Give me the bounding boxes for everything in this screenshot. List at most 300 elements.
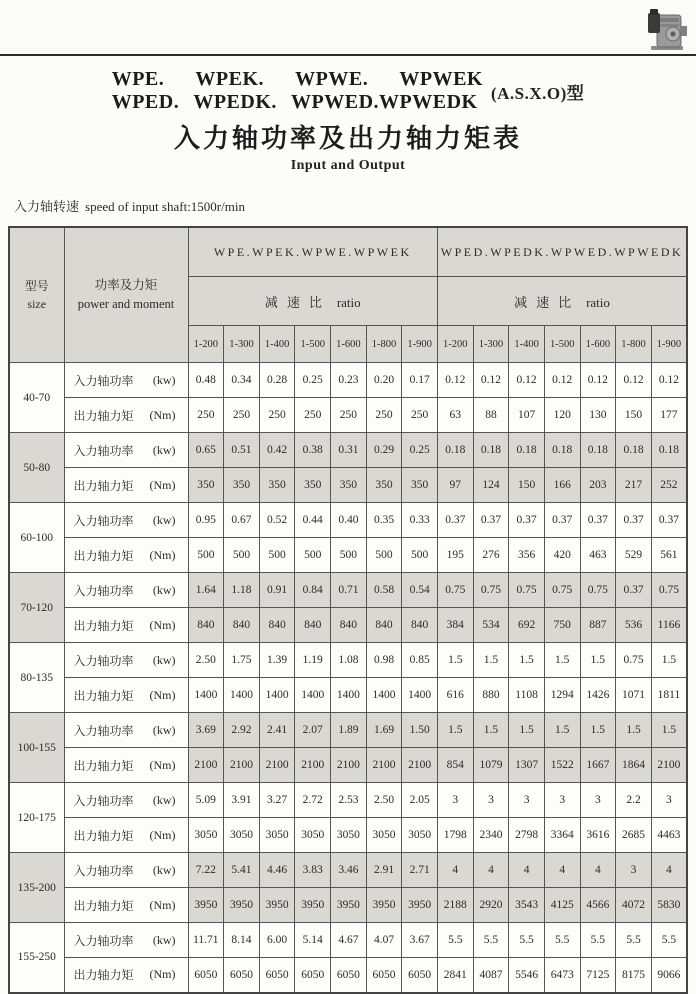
- power-value-cell: 3.46: [331, 853, 367, 888]
- power-value-cell: 4.46: [259, 853, 295, 888]
- ratio-column-header: 1-600: [580, 326, 616, 363]
- ratio-column-header: 1-900: [651, 326, 687, 363]
- power-value-cell: 0.12: [651, 363, 687, 398]
- size-cell: 155-250: [9, 923, 64, 993]
- column-header-pm-cn: 功率及力矩: [94, 278, 158, 293]
- power-value-cell: 0.44: [295, 503, 331, 538]
- table-row-power: [9, 363, 687, 398]
- torque-value-cell: 3050: [295, 818, 331, 853]
- torque-label-cell-inner: [65, 687, 188, 704]
- power-value-cell: 0.37: [509, 503, 545, 538]
- torque-value-cell: 130: [580, 398, 616, 433]
- power-value-cell: 0.75: [580, 573, 616, 608]
- power-value-cell: 2.05: [402, 783, 438, 818]
- power-label-cell: [64, 643, 188, 678]
- row-unit-text: (kw): [152, 442, 176, 457]
- power-value-cell: 0.75: [509, 573, 545, 608]
- ratio-column-header: 1-500: [295, 326, 331, 363]
- row-label-text: 入力轴功率: [73, 513, 134, 528]
- torque-value-cell: 4463: [651, 818, 687, 853]
- table-row-torque: [9, 468, 687, 503]
- row-label-text: 入力轴功率: [73, 653, 134, 668]
- table-row-power: [9, 503, 687, 538]
- power-value-cell: 4.67: [331, 923, 367, 958]
- torque-label-cell: [64, 748, 188, 783]
- torque-value-cell: 500: [402, 538, 438, 573]
- power-value-cell: 2.71: [402, 853, 438, 888]
- torque-value-cell: 250: [402, 398, 438, 433]
- table-row-torque: [9, 538, 687, 573]
- power-value-cell: 1.5: [651, 643, 687, 678]
- power-value-cell: 0.12: [437, 363, 473, 398]
- power-value-cell: 0.25: [402, 433, 438, 468]
- torque-value-cell: 561: [651, 538, 687, 573]
- row-label-text: 入力轴功率: [73, 373, 134, 388]
- power-value-cell: 0.58: [366, 573, 402, 608]
- power-value-cell: 3: [509, 783, 545, 818]
- torque-value-cell: 500: [295, 538, 331, 573]
- power-value-cell: 0.33: [402, 503, 438, 538]
- power-value-cell: 0.37: [616, 573, 652, 608]
- torque-value-cell: 1864: [616, 748, 652, 783]
- power-value-cell: 0.20: [366, 363, 402, 398]
- power-value-cell: 0.18: [473, 433, 509, 468]
- ratio-column-header: 1-300: [473, 326, 509, 363]
- torque-value-cell: 63: [437, 398, 473, 433]
- torque-value-cell: 4087: [473, 958, 509, 993]
- table-row-power: [9, 433, 687, 468]
- ratio-column-header: 1-200: [188, 326, 224, 363]
- power-value-cell: 1.5: [437, 643, 473, 678]
- power-value-cell: 0.31: [331, 433, 367, 468]
- torque-value-cell: 350: [259, 468, 295, 503]
- power-value-cell: 1.5: [580, 713, 616, 748]
- row-label-text: 入力轴功率: [73, 723, 134, 738]
- torque-value-cell: 1079: [473, 748, 509, 783]
- power-label-cell-inner: [65, 582, 188, 599]
- power-value-cell: 0.12: [580, 363, 616, 398]
- torque-label-cell: [64, 958, 188, 993]
- size-cell: 100-155: [9, 713, 64, 783]
- torque-value-cell: 840: [366, 608, 402, 643]
- ratio-column-header: 1-300: [224, 326, 260, 363]
- torque-value-cell: 1811: [651, 678, 687, 713]
- torque-value-cell: 6050: [188, 958, 224, 993]
- power-value-cell: 3: [651, 783, 687, 818]
- power-value-cell: 4.07: [366, 923, 402, 958]
- power-value-cell: 0.37: [580, 503, 616, 538]
- group-header-double: WPED.WPEDK.WPWED.WPWEDK: [437, 227, 687, 277]
- model-line-2: WPED. WPEDK. WPWED.WPWEDK: [111, 91, 478, 113]
- torque-value-cell: 1426: [580, 678, 616, 713]
- torque-value-cell: 276: [473, 538, 509, 573]
- power-label-cell: [64, 573, 188, 608]
- power-value-cell: 2.92: [224, 713, 260, 748]
- torque-value-cell: 250: [188, 398, 224, 433]
- torque-value-cell: 840: [402, 608, 438, 643]
- power-value-cell: 1.5: [509, 643, 545, 678]
- torque-value-cell: 150: [509, 468, 545, 503]
- torque-value-cell: 3050: [402, 818, 438, 853]
- torque-value-cell: 1400: [366, 678, 402, 713]
- power-value-cell: 0.37: [651, 503, 687, 538]
- torque-value-cell: 1522: [544, 748, 580, 783]
- power-value-cell: 0.35: [366, 503, 402, 538]
- torque-value-cell: 350: [331, 468, 367, 503]
- torque-value-cell: 2100: [259, 748, 295, 783]
- torque-value-cell: 1400: [331, 678, 367, 713]
- table-row-torque: [9, 888, 687, 923]
- torque-label-cell-inner: [65, 477, 188, 494]
- power-value-cell: 0.28: [259, 363, 295, 398]
- column-header-size-cn: 型号: [24, 279, 49, 293]
- power-value-cell: 0.85: [402, 643, 438, 678]
- power-value-cell: 0.25: [295, 363, 331, 398]
- torque-value-cell: 500: [366, 538, 402, 573]
- torque-value-cell: 2188: [437, 888, 473, 923]
- torque-value-cell: 250: [224, 398, 260, 433]
- power-value-cell: 0.75: [473, 573, 509, 608]
- power-value-cell: 5.5: [473, 923, 509, 958]
- power-value-cell: 3.67: [402, 923, 438, 958]
- torque-value-cell: 1294: [544, 678, 580, 713]
- torque-value-cell: 500: [224, 538, 260, 573]
- power-value-cell: 0.40: [331, 503, 367, 538]
- row-unit-text: (Nm): [149, 477, 176, 492]
- power-value-cell: 1.19: [295, 643, 331, 678]
- torque-value-cell: 1400: [295, 678, 331, 713]
- power-value-cell: 0.37: [473, 503, 509, 538]
- torque-value-cell: 2685: [616, 818, 652, 853]
- torque-value-cell: 1400: [259, 678, 295, 713]
- torque-value-cell: 2100: [188, 748, 224, 783]
- power-value-cell: 1.39: [259, 643, 295, 678]
- torque-value-cell: 3050: [188, 818, 224, 853]
- torque-value-cell: 217: [616, 468, 652, 503]
- torque-value-cell: 6473: [544, 958, 580, 993]
- power-value-cell: 0.37: [544, 503, 580, 538]
- torque-label-cell: [64, 678, 188, 713]
- power-value-cell: 0.91: [259, 573, 295, 608]
- torque-value-cell: 384: [437, 608, 473, 643]
- torque-value-cell: 350: [188, 468, 224, 503]
- ratio-column-header: 1-200: [437, 326, 473, 363]
- table-row-torque: [9, 608, 687, 643]
- model-line-1: WPE. WPEK. WPWE. WPWEK: [111, 68, 483, 90]
- power-value-cell: 1.75: [224, 643, 260, 678]
- ratio-label-group1: [188, 277, 437, 326]
- table-row-torque: [9, 398, 687, 433]
- power-value-cell: 3: [580, 783, 616, 818]
- torque-label-cell: [64, 888, 188, 923]
- ratio-column-header: 1-800: [616, 326, 652, 363]
- torque-value-cell: 1400: [224, 678, 260, 713]
- torque-value-cell: 2100: [402, 748, 438, 783]
- ratio-column-header: 1-600: [331, 326, 367, 363]
- power-value-cell: 3: [437, 783, 473, 818]
- ratio-column-header: 1-500: [544, 326, 580, 363]
- torque-value-cell: 536: [616, 608, 652, 643]
- row-unit-text: (Nm): [149, 827, 176, 842]
- row-label-text: 出力轴力矩: [73, 478, 134, 493]
- torque-value-cell: 6050: [366, 958, 402, 993]
- power-value-cell: 0.12: [473, 363, 509, 398]
- power-value-cell: 0.29: [366, 433, 402, 468]
- power-value-cell: 2.2: [616, 783, 652, 818]
- torque-value-cell: 350: [224, 468, 260, 503]
- power-label-cell-inner: [65, 512, 188, 529]
- torque-value-cell: 840: [295, 608, 331, 643]
- torque-value-cell: 250: [259, 398, 295, 433]
- torque-value-cell: 500: [331, 538, 367, 573]
- torque-value-cell: 3950: [402, 888, 438, 923]
- row-label-text: 出力轴力矩: [73, 898, 134, 913]
- torque-value-cell: 4072: [616, 888, 652, 923]
- torque-value-cell: 6050: [331, 958, 367, 993]
- torque-label-cell-inner: [65, 547, 188, 564]
- torque-value-cell: 534: [473, 608, 509, 643]
- column-header-pm-en: power and moment: [77, 297, 175, 311]
- header-divider-line: [0, 54, 696, 56]
- torque-label-cell-inner: [65, 897, 188, 914]
- ratio-column-header: 1-900: [402, 326, 438, 363]
- torque-value-cell: 8175: [616, 958, 652, 993]
- torque-value-cell: 2798: [509, 818, 545, 853]
- power-value-cell: 4: [651, 853, 687, 888]
- torque-value-cell: 3050: [259, 818, 295, 853]
- torque-value-cell: 177: [651, 398, 687, 433]
- power-value-cell: 1.50: [402, 713, 438, 748]
- power-value-cell: 0.38: [295, 433, 331, 468]
- row-unit-text: (kw): [152, 932, 176, 947]
- table-row-torque: [9, 748, 687, 783]
- power-value-cell: 2.91: [366, 853, 402, 888]
- power-value-cell: 1.08: [331, 643, 367, 678]
- power-value-cell: 0.42: [259, 433, 295, 468]
- power-value-cell: 0.12: [616, 363, 652, 398]
- power-value-cell: 3.83: [295, 853, 331, 888]
- power-value-cell: 5.5: [509, 923, 545, 958]
- power-value-cell: 0.18: [580, 433, 616, 468]
- type-designation: (A.S.X.O)型: [490, 83, 585, 103]
- torque-value-cell: 1667: [580, 748, 616, 783]
- table-row-power: [9, 853, 687, 888]
- torque-value-cell: 2100: [366, 748, 402, 783]
- torque-label-cell-inner: [65, 407, 188, 424]
- table-row-torque: [9, 818, 687, 853]
- power-value-cell: 5.5: [651, 923, 687, 958]
- power-value-cell: 0.12: [544, 363, 580, 398]
- torque-value-cell: 5830: [651, 888, 687, 923]
- torque-value-cell: 120: [544, 398, 580, 433]
- row-unit-text: (Nm): [149, 687, 176, 702]
- torque-value-cell: 6050: [259, 958, 295, 993]
- torque-value-cell: 4125: [544, 888, 580, 923]
- torque-value-cell: 2920: [473, 888, 509, 923]
- ratio-column-header: 1-400: [259, 326, 295, 363]
- torque-value-cell: 840: [259, 608, 295, 643]
- power-label-cell: [64, 433, 188, 468]
- torque-value-cell: 420: [544, 538, 580, 573]
- torque-value-cell: 750: [544, 608, 580, 643]
- torque-value-cell: 3950: [366, 888, 402, 923]
- row-label-text: 入力轴功率: [73, 583, 134, 598]
- table-row-power: [9, 643, 687, 678]
- row-label-text: 入力轴功率: [73, 793, 134, 808]
- power-value-cell: 3: [544, 783, 580, 818]
- power-label-cell: [64, 853, 188, 888]
- power-value-cell: 4: [580, 853, 616, 888]
- power-label-cell-inner: [65, 652, 188, 669]
- torque-value-cell: 203: [580, 468, 616, 503]
- power-torque-table: [8, 226, 688, 994]
- power-value-cell: 0.34: [224, 363, 260, 398]
- torque-value-cell: 3950: [295, 888, 331, 923]
- size-cell: 60-100: [9, 503, 64, 573]
- power-value-cell: 0.18: [544, 433, 580, 468]
- row-unit-text: (Nm): [149, 617, 176, 632]
- torque-value-cell: 3543: [509, 888, 545, 923]
- torque-value-cell: 250: [331, 398, 367, 433]
- power-value-cell: 5.09: [188, 783, 224, 818]
- torque-value-cell: 3950: [224, 888, 260, 923]
- torque-value-cell: 463: [580, 538, 616, 573]
- power-value-cell: 1.5: [544, 643, 580, 678]
- row-unit-text: (kw): [152, 582, 176, 597]
- power-label-cell-inner: [65, 372, 188, 389]
- torque-value-cell: 6050: [224, 958, 260, 993]
- column-header-size: [9, 227, 64, 363]
- torque-value-cell: 6050: [295, 958, 331, 993]
- table-row-power: [9, 783, 687, 818]
- power-value-cell: 2.50: [188, 643, 224, 678]
- model-series-list: [112, 68, 483, 114]
- size-cell: 70-120: [9, 573, 64, 643]
- torque-value-cell: 350: [402, 468, 438, 503]
- torque-label-cell: [64, 608, 188, 643]
- power-value-cell: 4: [544, 853, 580, 888]
- torque-value-cell: 88: [473, 398, 509, 433]
- power-value-cell: 2.72: [295, 783, 331, 818]
- power-label-cell: [64, 783, 188, 818]
- power-value-cell: 1.5: [473, 643, 509, 678]
- torque-value-cell: 616: [437, 678, 473, 713]
- ratio-label-group2: [437, 277, 687, 326]
- torque-value-cell: 166: [544, 468, 580, 503]
- power-label-cell-inner: [65, 932, 188, 949]
- row-label-text: 出力轴力矩: [73, 618, 134, 633]
- torque-value-cell: 3616: [580, 818, 616, 853]
- row-label-text: 出力轴力矩: [73, 688, 134, 703]
- power-label-cell-inner: [65, 862, 188, 879]
- power-value-cell: 0.48: [188, 363, 224, 398]
- power-value-cell: 0.71: [331, 573, 367, 608]
- power-value-cell: 2.53: [331, 783, 367, 818]
- ratio-label-en: ratio: [586, 294, 610, 310]
- row-label-text: 入力轴功率: [73, 443, 134, 458]
- power-value-cell: 2.07: [295, 713, 331, 748]
- power-value-cell: 11.71: [188, 923, 224, 958]
- power-value-cell: 1.64: [188, 573, 224, 608]
- torque-value-cell: 2340: [473, 818, 509, 853]
- power-value-cell: 4: [437, 853, 473, 888]
- torque-value-cell: 3050: [331, 818, 367, 853]
- row-unit-text: (Nm): [149, 757, 176, 772]
- torque-value-cell: 1166: [651, 608, 687, 643]
- torque-label-cell-inner: [65, 966, 188, 983]
- torque-value-cell: 1400: [188, 678, 224, 713]
- torque-value-cell: 2841: [437, 958, 473, 993]
- row-label-text: 出力轴力矩: [73, 408, 134, 423]
- power-value-cell: 4: [509, 853, 545, 888]
- power-value-cell: 0.67: [224, 503, 260, 538]
- size-cell: 40-70: [9, 363, 64, 433]
- power-label-cell-inner: [65, 722, 188, 739]
- power-value-cell: 0.18: [437, 433, 473, 468]
- power-value-cell: 5.5: [580, 923, 616, 958]
- size-cell: 50-80: [9, 433, 64, 503]
- power-value-cell: 5.5: [616, 923, 652, 958]
- torque-value-cell: 124: [473, 468, 509, 503]
- torque-value-cell: 3050: [366, 818, 402, 853]
- size-cell: 80-135: [9, 643, 64, 713]
- torque-value-cell: 356: [509, 538, 545, 573]
- torque-label-cell: [64, 398, 188, 433]
- ratio-column-header: 1-800: [366, 326, 402, 363]
- torque-label-cell-inner: [65, 827, 188, 844]
- page-subtitle: Input and Output: [290, 158, 406, 173]
- power-value-cell: 7.22: [188, 853, 224, 888]
- power-value-cell: 0.65: [188, 433, 224, 468]
- torque-value-cell: 4566: [580, 888, 616, 923]
- torque-value-cell: 1798: [437, 818, 473, 853]
- power-value-cell: 4: [473, 853, 509, 888]
- power-value-cell: 0.75: [616, 643, 652, 678]
- torque-value-cell: 1108: [509, 678, 545, 713]
- torque-value-cell: 5546: [509, 958, 545, 993]
- power-value-cell: 0.18: [616, 433, 652, 468]
- row-label-text: 出力轴力矩: [73, 548, 134, 563]
- row-label-text: 入力轴功率: [73, 863, 134, 878]
- ratio-label-cn: 减速比: [264, 294, 331, 310]
- torque-value-cell: 250: [366, 398, 402, 433]
- power-value-cell: 0.23: [331, 363, 367, 398]
- input-speed-note-cn: 入力轴转速: [14, 199, 80, 214]
- power-value-cell: 0.54: [402, 573, 438, 608]
- table-row-power: [9, 923, 687, 958]
- torque-value-cell: 350: [295, 468, 331, 503]
- torque-label-cell: [64, 538, 188, 573]
- power-value-cell: 0.37: [437, 503, 473, 538]
- power-value-cell: 1.5: [473, 713, 509, 748]
- power-value-cell: 5.14: [295, 923, 331, 958]
- power-label-cell: [64, 923, 188, 958]
- row-unit-text: (Nm): [149, 967, 176, 982]
- torque-value-cell: 350: [366, 468, 402, 503]
- power-value-cell: 0.18: [509, 433, 545, 468]
- document-header: [0, 68, 696, 114]
- ratio-column-header: 1-400: [509, 326, 545, 363]
- power-value-cell: 1.5: [616, 713, 652, 748]
- power-value-cell: 0.98: [366, 643, 402, 678]
- ratio-label-en: ratio: [336, 294, 361, 310]
- torque-label-cell: [64, 818, 188, 853]
- row-unit-text: (Nm): [149, 897, 176, 912]
- page-title: 入力轴功率及出力轴力矩表: [173, 124, 522, 153]
- torque-value-cell: 3364: [544, 818, 580, 853]
- power-value-cell: 0.52: [259, 503, 295, 538]
- torque-value-cell: 252: [651, 468, 687, 503]
